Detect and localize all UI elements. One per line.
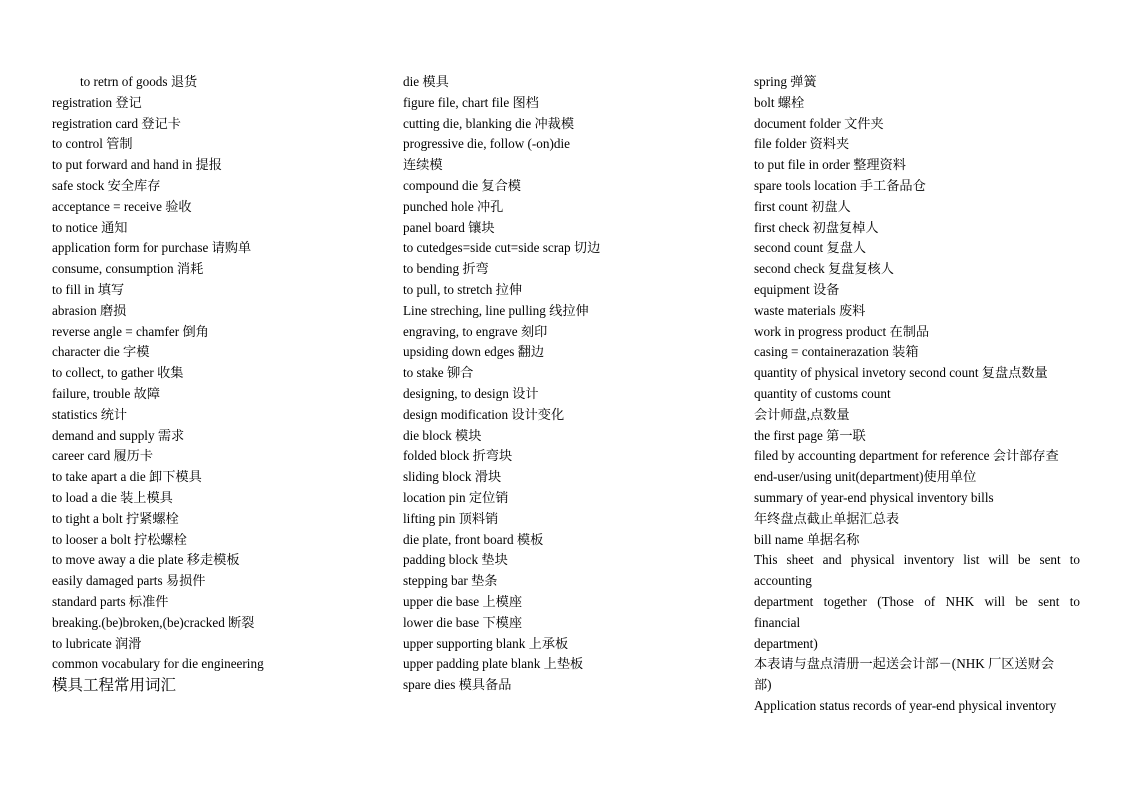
term-line: die 模具 [403,74,449,89]
term-line: die plate, front board 模板 [403,531,544,547]
term-line: to load a die 装上模具 [52,489,173,505]
section-title: 模具工程常用词汇 [52,677,177,695]
term-line: folded block 折弯块 [403,448,513,464]
term-line: safe stock 安全库存 [52,177,161,193]
term-line: lifting pin 顶料销 [403,510,499,526]
term-line: easily damaged parts 易损件 [52,573,206,589]
term-line: Application status records of year-end physical inventory [754,697,1057,713]
term-line: reverse angle = chamfer 倒角 [52,323,209,339]
term-line: lower die base 下模座 [403,614,523,630]
term-line: design modification 设计变化 [403,406,565,422]
term-line: to move away a die plate 移走模板 [52,552,240,568]
term-line: 会计师盘,点数量 [754,406,850,422]
term-line: bill name 单据名称 [754,531,860,547]
term-line: document folder 文件夹 [754,115,884,131]
term-line: quantity of physical invetory second count 复盘点数量 [754,365,1048,381]
term-line: to cutedges=side cut=side scrap 切边 [403,240,601,256]
term-line: to lubricate 润滑 [52,635,142,651]
column-middle [403,72,733,696]
term-line: to bending 折弯 [403,261,489,277]
term-line: filed by accounting department for reference 会计部存查 [754,448,1059,464]
note-line: 本表请与盘点清册一起送会计部－(NHK 厂区送财会 [754,656,1055,672]
term-line: location pin 定位销 [403,489,509,505]
term-line: to take apart a die 卸下模具 [52,469,202,485]
column-right [754,72,1080,717]
term-line: panel board 镶块 [403,219,495,235]
term-line: spare dies 模具备品 [403,677,512,693]
term-line: the first page 第一联 [754,427,866,443]
term-line: engraving, to engrave 刻印 [403,323,548,339]
term-line: work in progress product 在制品 [754,323,930,339]
term-line: punched hole 冲孔 [403,198,504,214]
term-line: second check 复盘复核人 [754,261,894,277]
term-line: equipment 设备 [754,281,840,297]
term-line: acceptance = receive 验收 [52,198,192,214]
term-line: failure, trouble 故障 [52,385,161,401]
note-line: 部) [754,677,772,693]
section-subtitle: common vocabulary for die engineering [52,656,264,672]
term-line: upsiding down edges 翻边 [403,344,545,360]
term-line: career card 履历卡 [52,448,154,464]
term-line: Line streching, line pulling 线拉伸 [403,302,589,318]
term-line: registration card 登记卡 [52,115,181,131]
term-line: to retrn of goods 退货 [80,74,198,89]
term-line: figure file, chart file 图档 [403,94,539,110]
term-line: designing, to design 设计 [403,385,539,401]
note-line: accounting [754,573,812,589]
term-line: summary of year-end physical inventory bills [754,489,994,505]
note-line: financial [754,614,801,630]
term-line: statistics 统计 [52,406,128,422]
term-line: to notice 通知 [52,219,128,235]
term-line: spare tools location 手工备品仓 [754,177,926,193]
term-line: to put forward and hand in 提报 [52,157,222,173]
term-line: upper die base 上模座 [403,593,523,609]
term-line: padding block 垫块 [403,552,508,568]
term-line: standard parts 标准件 [52,593,169,609]
term-line: bolt 螺栓 [754,94,805,110]
term-line: to control 管制 [52,136,133,152]
term-line: end-user/using unit(department)使用单位 [754,469,977,485]
term-line: to fill in 填写 [52,281,125,297]
term-line: to stake 铆合 [403,365,474,381]
term-line: upper supporting blank 上承板 [403,635,569,651]
term-line: to collect, to gather 收集 [52,365,184,381]
term-line: sliding block 滑块 [403,469,502,485]
term-line: application form for purchase 请购单 [52,240,252,256]
note-line: This sheet and physical inventory list will be sent to [754,552,1080,568]
term-line: second count 复盘人 [754,240,867,256]
note-line: department together (Those of NHK will be sent to [754,593,1080,609]
term-line: to pull, to stretch 拉伸 [403,281,523,297]
term-line: to looser a bolt 拧松螺栓 [52,531,187,547]
column-left [52,72,382,697]
term-line: quantity of customs count [754,385,891,401]
term-line: to put file in order 整理资料 [754,157,906,173]
term-line: consume, consumption 消耗 [52,261,204,277]
term-line: progressive die, follow (-on)die [403,136,570,152]
term-line: compound die 复合模 [403,177,521,193]
term-line: 年终盘点截止单据汇总表 [754,510,900,526]
note-line: department) [754,635,818,651]
term-line: character die 字模 [52,344,150,360]
term-line: registration 登记 [52,94,142,110]
term-line: upper padding plate blank 上垫板 [403,656,584,672]
term-line: stepping bar 垫条 [403,573,498,589]
term-line: 连续模 [403,157,443,173]
term-line: demand and supply 需求 [52,427,185,443]
term-line: file folder 资料夹 [754,136,850,152]
term-line: casing = containerazation 装箱 [754,344,919,360]
term-line: spring 弹簧 [754,74,817,89]
term-line: waste materials 废料 [754,302,866,318]
term-line: to tight a bolt 拧紧螺栓 [52,510,179,526]
term-line: breaking.(be)broken,(be)cracked 断裂 [52,614,255,630]
term-line: first count 初盘人 [754,198,851,214]
term-line: abrasion 磨损 [52,302,127,318]
term-line: first check 初盘复棹人 [754,219,879,235]
term-line: cutting die, blanking die 冲裁模 [403,115,575,131]
term-line: die block 模块 [403,427,482,443]
